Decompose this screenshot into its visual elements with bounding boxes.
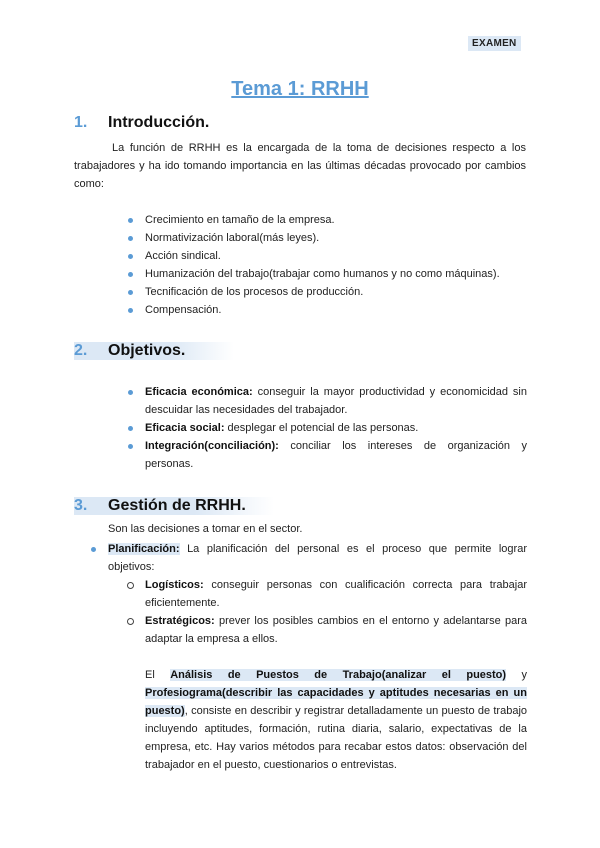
list-item xyxy=(145,383,527,419)
analisis-text: , consiste en describir y registrar detalladamente un puesto de trabajo incluyendo aptitudes, formación, rutina diaria, salario, expectativas de la empresa, etc. Hay varios métodos para recabar estos datos: observación del trabajador en el puesto, cuestionarios o entrevistas. xyxy=(145,705,527,771)
section-heading-introduccion xyxy=(74,114,209,132)
section-heading-gestion xyxy=(74,497,274,515)
bullet-icon xyxy=(128,444,133,449)
list-item xyxy=(145,283,530,301)
list-item xyxy=(145,301,530,319)
list-item-text: Normativización laboral(más leyes). xyxy=(145,232,320,244)
sub-list-item-term: Estratégicos: xyxy=(145,615,215,627)
list-item-term: Eficacia social: xyxy=(145,422,225,434)
list-item-text: desplegar el potencial de las personas. xyxy=(224,422,419,434)
list-item-text: Compensación. xyxy=(145,304,222,316)
list-item-text: Tecnificación de los procesos de producción. xyxy=(145,286,364,298)
list-item-term: Planificación: xyxy=(108,543,180,555)
bullet-icon xyxy=(128,308,133,313)
list-item-text: Acción sindical. xyxy=(145,250,221,262)
section-number: 1. xyxy=(74,114,88,131)
list-item xyxy=(145,211,530,229)
exam-tag: EXAMEN xyxy=(468,36,521,51)
list-item xyxy=(145,419,527,437)
bullet-icon xyxy=(128,254,133,259)
section-heading-objetivos xyxy=(74,342,234,360)
intro-list xyxy=(145,211,530,319)
bullet-icon xyxy=(128,272,133,277)
list-item xyxy=(145,265,530,283)
analisis-joiner: y xyxy=(506,669,528,681)
sub-list-item xyxy=(145,612,527,648)
profesiograma-term: Profesiograma(describir las capacidades y aptitudes necesarias en un puesto) xyxy=(145,687,527,717)
section-title: Gestión de RRHH. xyxy=(108,497,246,514)
list-item-term: Eficacia económica: xyxy=(145,386,253,398)
bullet-icon xyxy=(91,547,96,552)
objectives-list xyxy=(145,383,527,473)
bullet-icon xyxy=(128,426,133,431)
list-item-text: conciliar los intereses de organización y personas. xyxy=(145,440,527,470)
list-item-text: conseguir la mayor productividad y economicidad sin descuidar las necesidades del trabajador. xyxy=(145,386,527,416)
gestion-intro: Son las decisiones a tomar en el sector. xyxy=(108,523,303,535)
sub-list-item-text: prever los posibles cambios en el entorno y adelantarse para adaptar la empresa a ellos. xyxy=(145,615,527,645)
list-item-text: Humanización del trabajo(trabajar como humanos y no como máquinas). xyxy=(145,268,500,280)
circle-bullet-icon xyxy=(127,582,134,589)
list-item-text: La planificación del personal es el proceso que permite lograr objetivos: xyxy=(108,543,527,573)
analisis-prefix: El xyxy=(145,669,171,681)
bullet-icon xyxy=(128,390,133,395)
circle-bullet-icon xyxy=(127,618,134,625)
bullet-icon xyxy=(128,290,133,295)
section-number: 3. xyxy=(74,497,88,514)
section-title: Objetivos. xyxy=(108,342,186,359)
analisis-term: Análisis de Puestos de Trabajo(analizar el puesto) xyxy=(170,669,507,681)
list-item-text: Crecimiento en tamaño de la empresa. xyxy=(145,214,335,226)
list-item xyxy=(108,540,527,576)
bullet-icon xyxy=(128,236,133,241)
analisis-paragraph xyxy=(145,666,527,774)
list-item xyxy=(145,247,530,265)
page-title-text: Tema 1: RRHH xyxy=(231,78,369,100)
list-item xyxy=(145,437,527,473)
section-number: 2. xyxy=(74,342,88,359)
list-item xyxy=(145,229,530,247)
sub-list-item-term: Logísticos: xyxy=(145,579,204,591)
list-item-term: Integración(conciliación): xyxy=(145,440,279,452)
section-title: Introducción. xyxy=(108,114,210,131)
sub-list-item xyxy=(145,576,527,612)
planificacion-sublist xyxy=(145,576,527,648)
page-title xyxy=(0,78,600,101)
gestion-list xyxy=(108,540,527,576)
intro-paragraph: La función de RRHH es la encargada de la toma de decisiones respecto a los trabajadores y ha ido tomando importancia en las últimas décadas provocado por cambios como: xyxy=(74,142,526,190)
sub-list-item-text: conseguir personas con cualificación correcta para trabajar eficientemente. xyxy=(145,579,527,609)
bullet-icon xyxy=(128,218,133,223)
